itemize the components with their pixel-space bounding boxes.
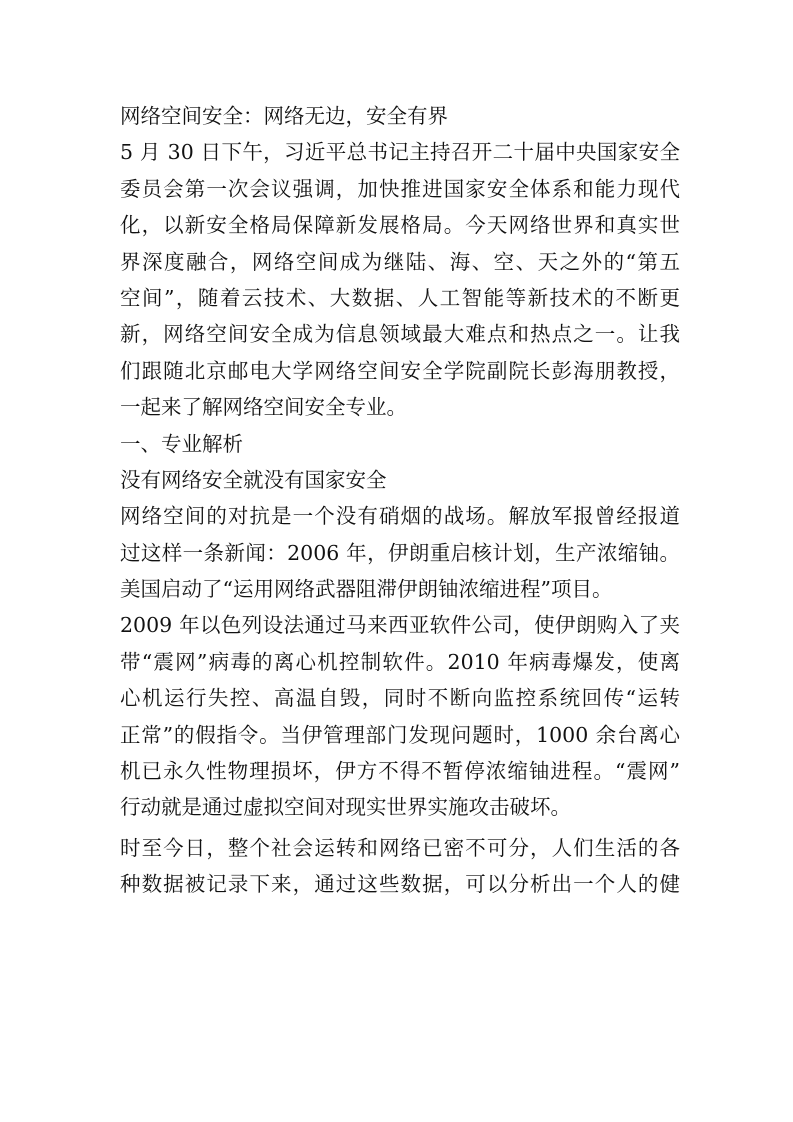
paragraph-line: 委员会第一次会议强调，加快推进国家安全体系和能力现代 xyxy=(120,176,680,201)
subheading: 没有网络安全就没有国家安全 xyxy=(120,467,387,492)
paragraph-line: 化，以新安全格局保障新发展格局。今天网络世界和真实世 xyxy=(120,213,680,238)
paragraph-line: 心机运行失控、高温自毁，同时不断向监控系统回传“运转 xyxy=(120,686,680,711)
paragraph-line: 行动就是通过虚拟空间对现实世界实施攻击破坏。 xyxy=(120,795,571,820)
paragraph-line: 时至今日，整个社会运转和网络已密不可分，人们生活的各 xyxy=(120,835,680,860)
data-paragraph xyxy=(120,830,680,903)
document-body xyxy=(120,98,680,903)
paragraph-line: 2009 年以色列设法通过马来西亚软件公司，使伊朗购入了夹 xyxy=(120,613,680,638)
paragraph-line: 一起来了解网络空间安全专业。 xyxy=(120,395,407,420)
paragraph-line: 网络空间的对抗是一个没有硝烟的战场。解放军报曾经报道 xyxy=(120,504,680,529)
paragraph-line: 界深度融合，网络空间成为继陆、海、空、天之外的“第五 xyxy=(120,249,680,274)
paragraph-line: 过这样一条新闻：2006 年，伊朗重启核计划，生产浓缩铀。 xyxy=(120,540,680,565)
section-heading: 一、专业解析 xyxy=(120,431,243,456)
paragraph-line: 5 月 30 日下午，习近平总书记主持召开二十届中央国家安全 xyxy=(120,140,680,165)
paragraph-line: 们跟随北京邮电大学网络空间安全学院副院长彭海朋教授， xyxy=(120,358,680,383)
intro-paragraph xyxy=(120,134,680,425)
paragraph-line: 空间”，随着云技术、大数据、人工智能等新技术的不断更 xyxy=(120,285,680,310)
paragraph-line: 正常”的假指令。当伊管理部门发现问题时，1000 余台离心 xyxy=(120,722,680,747)
document-title: 网络空间安全：网络无边，安全有界 xyxy=(120,104,448,128)
stuxnet-paragraph xyxy=(120,498,680,826)
paragraph-line: 机已永久性物理损坏，伊方不得不暂停浓缩铀进程。“震网” xyxy=(120,759,680,784)
paragraph-line: 种数据被记录下来，通过这些数据，可以分析出一个人的健 xyxy=(120,872,680,897)
paragraph-line: 带“震网”病毒的离心机控制软件。2010 年病毒爆发，使离 xyxy=(120,649,680,674)
paragraph-line: 美国启动了“运用网络武器阻滞伊朗铀浓缩进程”项目。 xyxy=(120,577,613,602)
paragraph-line: 新，网络空间安全成为信息领域最大难点和热点之一。让我 xyxy=(120,322,680,347)
